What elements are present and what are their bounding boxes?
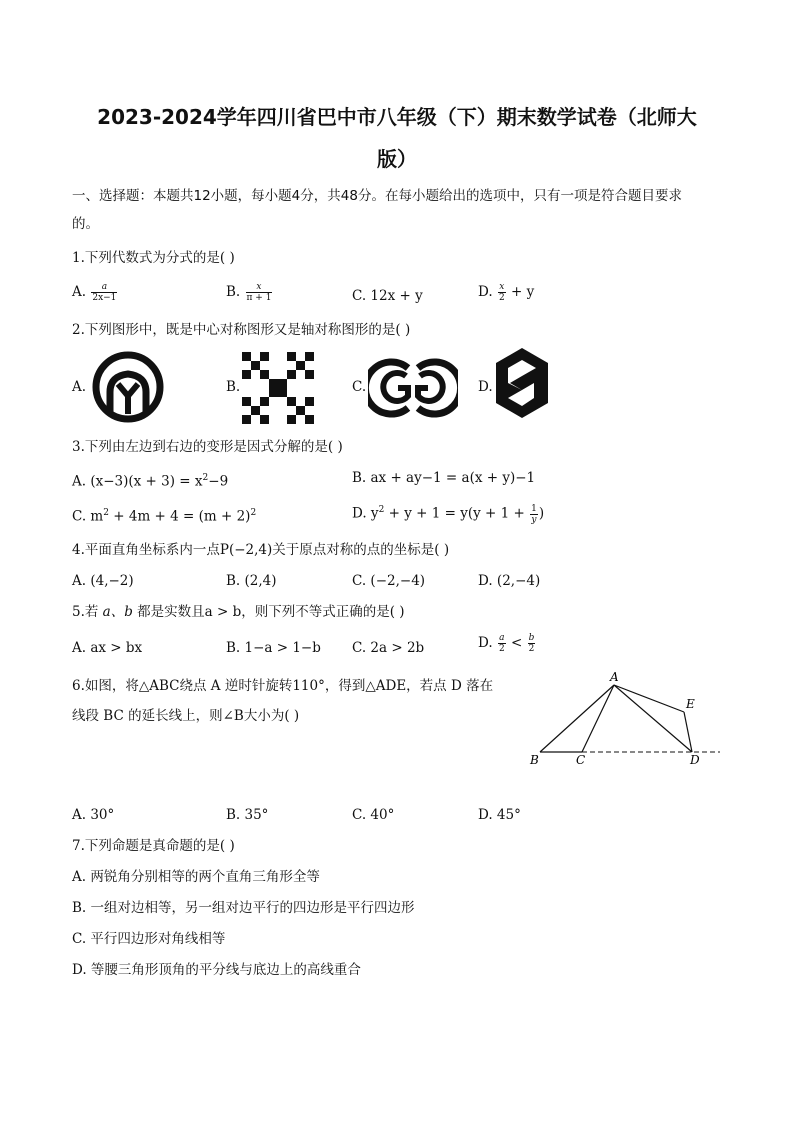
question-2-stem: 2.下列图形中，既是中心对称图形又是轴对称图形的是( ) [72,322,411,338]
question-7-option-c[interactable]: C. 平行四边形对角线相等 [72,931,226,947]
numerator: a [101,282,108,292]
question-7-option-b[interactable]: B. 一组对边相等，另一组对边平行的四边形是平行四边形 [72,900,415,916]
question-2-option-a-label[interactable]: A. [72,379,87,395]
question-7-stem: 7.下列命题是真命题的是( ) [72,838,235,854]
question-5-option-d[interactable] [478,633,536,654]
denominator: π + 1 [246,293,272,303]
symbol-d-icon [494,348,550,418]
question-6-option-d[interactable]: D. 45° [478,807,521,823]
question-3-option-d[interactable] [352,500,544,525]
denominator: 2x−1 [92,293,117,303]
option-text: D. y [352,505,379,522]
fraction [246,282,273,303]
exam-title-line2: 版） [377,147,417,171]
exponent: 2 [250,508,257,518]
question-6-stem-line2: 线段 BC 的延长线上，则∠B大小为( ) [72,708,300,724]
point-a-label: A [610,670,619,684]
segment-ae [614,685,684,712]
denominator: y [531,514,537,525]
section1-heading-line2: 的。 [72,216,99,232]
exponent: 2 [202,473,209,483]
question-3-option-b[interactable]: B. ax + ay−1 = a(x + y)−1 [352,470,536,486]
option-mid: + y + 1 = y(y + 1 + [384,505,530,522]
question-1-option-a[interactable] [72,282,118,303]
question-4-stem: 4.平面直角坐标系内一点P(−2,4)关于原点对称的点的坐标是( ) [72,542,450,558]
option-text: C. m [72,508,104,525]
question-1-stem: 1.下列代数式为分式的是( ) [72,250,235,266]
question-3-option-a[interactable] [72,468,228,492]
question-5-option-a[interactable]: A. ax > bx [72,640,143,656]
stem-variables: a、b [102,604,133,620]
option-text: A. (x−3)(x + 3) = x [72,473,203,490]
numerator: x [499,282,505,292]
question-3-stem: 3.下列由左边到右边的变形是因式分解的是( ) [72,439,343,455]
fraction [498,282,506,303]
symbol-a-icon [88,348,168,426]
question-1-option-c[interactable]: C. 12x + y [352,288,423,304]
denominator: 2 [498,644,505,654]
question-6-option-c[interactable]: C. 40° [352,807,395,823]
option-mid: + 4m + 4 = (m + 2) [108,508,251,525]
question-3-option-c[interactable] [72,503,256,527]
exponent: 2 [103,508,109,518]
operator: < [506,635,527,651]
numerator: 1 [531,503,537,514]
symbol-b-icon [242,352,314,424]
stem-suffix: 都是实数且a > b，则下列不等式正确的是( ) [132,604,405,620]
question-4-option-a[interactable]: A. (4,−2) [72,573,134,589]
numerator: x [256,282,262,292]
question-4-option-b[interactable]: B. (2,4) [226,573,277,589]
question-7-option-d[interactable]: D. 等腰三角形顶角的平分线与底边上的高线重合 [72,962,361,978]
segment-ac [582,685,614,752]
denominator: 2 [528,644,535,654]
question-2-option-b-label[interactable]: B. [226,379,241,395]
question-1-option-b[interactable] [226,282,273,303]
question-7-option-a[interactable]: A. 两锐角分别相等的两个直角三角形全等 [72,869,320,885]
question-6-option-b[interactable]: B. 35° [226,807,269,823]
denominator: 2 [498,293,505,303]
question-5-option-b[interactable]: B. 1−a > 1−b [226,640,321,656]
question-4-option-d[interactable]: D. (2,−4) [478,573,541,589]
option-tail: −9 [208,473,229,490]
fraction [530,504,538,525]
question-2-option-c-label[interactable]: C. [352,379,367,395]
question-2-option-d-label[interactable]: D. [478,379,493,395]
point-e-label: E [686,697,695,711]
exponent: 2 [378,505,385,515]
numerator: b [528,633,535,643]
point-b-label: B [530,753,539,767]
stem-prefix: 5.若 [72,604,103,620]
numerator: a [499,633,505,643]
segment-ad [614,685,692,752]
option-tail: ) [538,505,545,522]
question-4-option-c[interactable]: C. (−2,−4) [352,573,426,589]
question-5-option-c[interactable]: C. 2a > 2b [352,640,425,656]
fraction [528,633,536,654]
symbol-c-icon [368,356,458,420]
question-6-option-a[interactable]: A. 30° [72,807,115,823]
segment-ab [540,685,614,752]
option-tail: + y [506,284,535,300]
question-6-figure [524,670,728,770]
fraction [498,633,506,654]
fraction [91,282,117,303]
exam-title-line1: 2023-2024学年四川省巴中市八年级（下）期末数学试卷（北师大 [97,105,697,129]
question-1-option-d[interactable] [478,282,534,303]
option-label: D. [478,635,493,651]
question-6-stem-line1: 6.如图，将△ABC绕点 A 逆时针旋转110°，得到△ADE，若点 D 落在 [72,678,494,694]
section1-heading-line1: 一、选择题：本题共12小题，每小题4分，共48分。在每小题给出的选项中，只有一项是符合题目要求 [72,188,682,204]
option-label: A. [72,284,87,300]
option-label: D. [478,284,493,300]
point-d-label: D [690,753,700,767]
option-label: B. [226,284,241,300]
question-5-stem [72,602,405,622]
point-c-label: C [576,753,586,767]
